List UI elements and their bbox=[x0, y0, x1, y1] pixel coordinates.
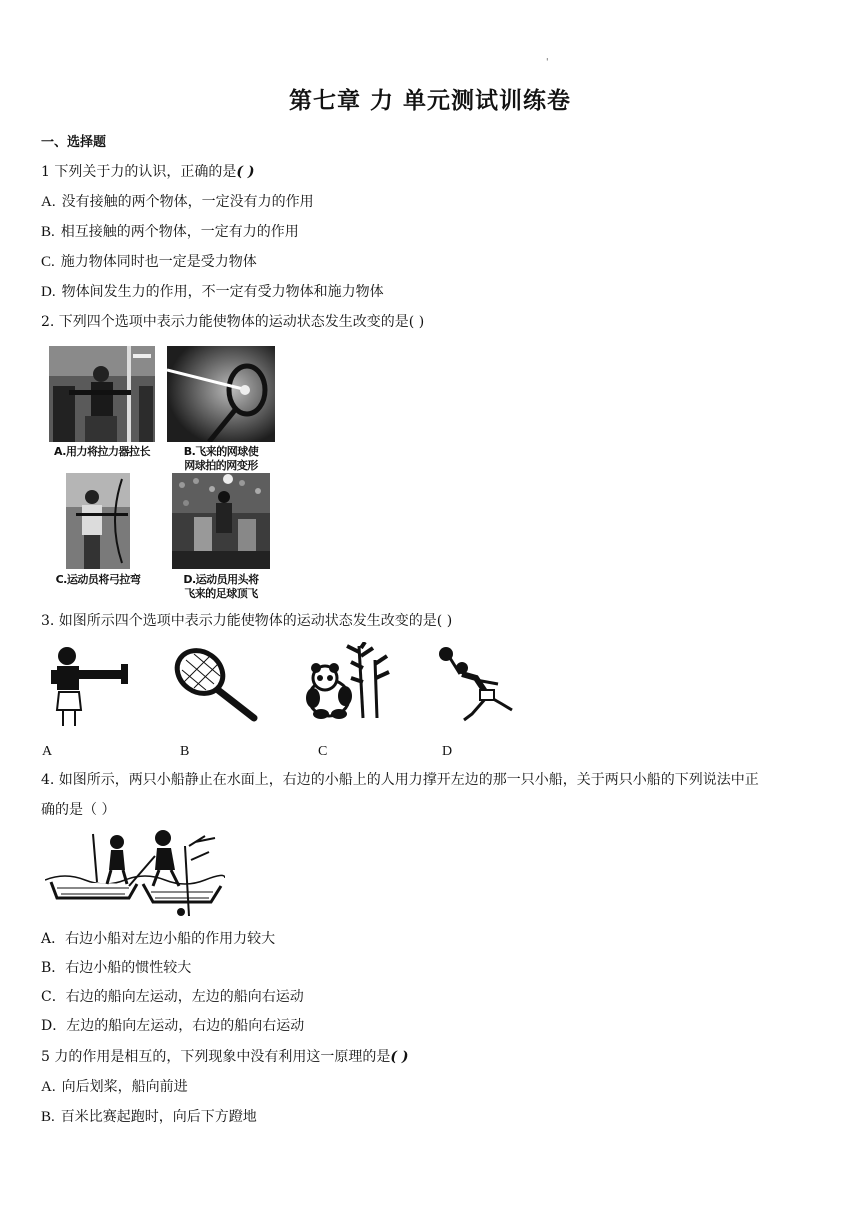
option-label-b: B bbox=[180, 744, 190, 759]
option-text: 向后划桨，船向前进 bbox=[61, 1079, 188, 1095]
answer-paren: ( ) bbox=[236, 164, 255, 180]
caption-b-line-1: B.飞来的网球使 bbox=[183, 445, 259, 458]
q1-option-d bbox=[41, 283, 384, 301]
photo-soccer-header bbox=[172, 473, 270, 569]
question-1-text: 1 下列关于力的认识，正确的是 bbox=[41, 164, 237, 180]
option-text: 没有接触的两个物体，一定没有力的作用 bbox=[61, 194, 314, 210]
drawing-person-expander bbox=[45, 642, 131, 730]
caption-b bbox=[165, 445, 277, 473]
drawing-panda-bamboo bbox=[303, 642, 391, 720]
option-text: 左边的船向左运动，右边的船向右运动 bbox=[66, 1018, 305, 1034]
question-5-text: 5 力的作用是相互的，下列现象中没有利用这一原理的是 bbox=[41, 1049, 391, 1065]
option-label-c: C bbox=[318, 744, 328, 759]
q4-option-c bbox=[41, 988, 304, 1006]
option-key: C. bbox=[41, 254, 55, 270]
q4-option-a bbox=[41, 930, 275, 948]
drawing-volleyball-player bbox=[432, 644, 520, 726]
answer-paren: ( ) bbox=[390, 1049, 409, 1065]
q5-option-a bbox=[41, 1078, 188, 1096]
option-text: 右边的船向左运动，左边的船向右运动 bbox=[65, 989, 304, 1005]
option-text: 相互接触的两个物体，一定有力的作用 bbox=[60, 224, 299, 240]
option-key: B. bbox=[41, 224, 55, 240]
question-2-stem: 2. 下列四个选项中表示力能使物体的运动状态发生改变的是( ) bbox=[41, 314, 425, 330]
option-text: 右边小船对左边小船的作用力较大 bbox=[65, 931, 276, 947]
option-label-a: A bbox=[42, 744, 53, 759]
q1-option-b bbox=[41, 223, 299, 241]
question-1-stem bbox=[41, 163, 254, 181]
option-key: C． bbox=[41, 989, 66, 1005]
option-text: 物体间发生力的作用，不一定有受力物体和施力物体 bbox=[61, 284, 384, 300]
caption-b-line-2: 网球拍的网变形 bbox=[184, 459, 258, 472]
photo-expander bbox=[49, 346, 155, 442]
option-key: D. bbox=[41, 284, 56, 300]
caption-a: A.用力将拉力器拉长 bbox=[54, 445, 150, 458]
question-3-stem: 3. 如图所示四个选项中表示力能使物体的运动状态发生改变的是( ) bbox=[41, 613, 453, 629]
option-text: 施力物体同时也一定是受力物体 bbox=[60, 254, 257, 270]
q4-option-d bbox=[41, 1017, 304, 1035]
option-key: B． bbox=[41, 960, 66, 976]
option-text: 右边小船的惯性较大 bbox=[65, 960, 192, 976]
q1-option-a bbox=[41, 193, 314, 211]
caption-d-line-1: D.运动员用头将 bbox=[183, 573, 259, 586]
option-key: D． bbox=[41, 1018, 67, 1034]
page-title: 第七章 力 单元测试训练卷 bbox=[288, 88, 571, 114]
q4-option-b bbox=[41, 959, 191, 977]
option-key: B. bbox=[41, 1109, 55, 1125]
option-label-d: D bbox=[442, 744, 453, 759]
drawing-tennis-racket bbox=[170, 646, 262, 722]
question-4-stem-line-1: 4. 如图所示，两只小船静止在水面上，右边的小船上的人用力撑开左边的那一只小船，关于两只小船的下列说法中正 bbox=[41, 772, 759, 788]
caption-c: C.运动员将弓拉弯 bbox=[55, 573, 141, 586]
photo-tennis-racket bbox=[167, 346, 275, 442]
drawing-two-boats bbox=[45, 826, 225, 920]
caption-d-line-2: 飞来的足球顶飞 bbox=[184, 587, 258, 600]
option-text: 百米比赛起跑时，向后下方蹬地 bbox=[60, 1109, 257, 1125]
question-5-stem bbox=[41, 1048, 408, 1066]
option-key: A． bbox=[41, 931, 66, 947]
q5-option-b bbox=[41, 1108, 257, 1126]
section-heading: 一、选择题 bbox=[41, 135, 107, 150]
page-mark: ' bbox=[546, 58, 549, 68]
option-key: A. bbox=[41, 1079, 56, 1095]
caption-d bbox=[168, 573, 274, 601]
q1-option-c bbox=[41, 253, 257, 271]
photo-archer bbox=[66, 473, 130, 569]
question-4-stem-line-2: 确的是（ ） bbox=[41, 802, 116, 818]
option-key: A. bbox=[41, 194, 56, 210]
